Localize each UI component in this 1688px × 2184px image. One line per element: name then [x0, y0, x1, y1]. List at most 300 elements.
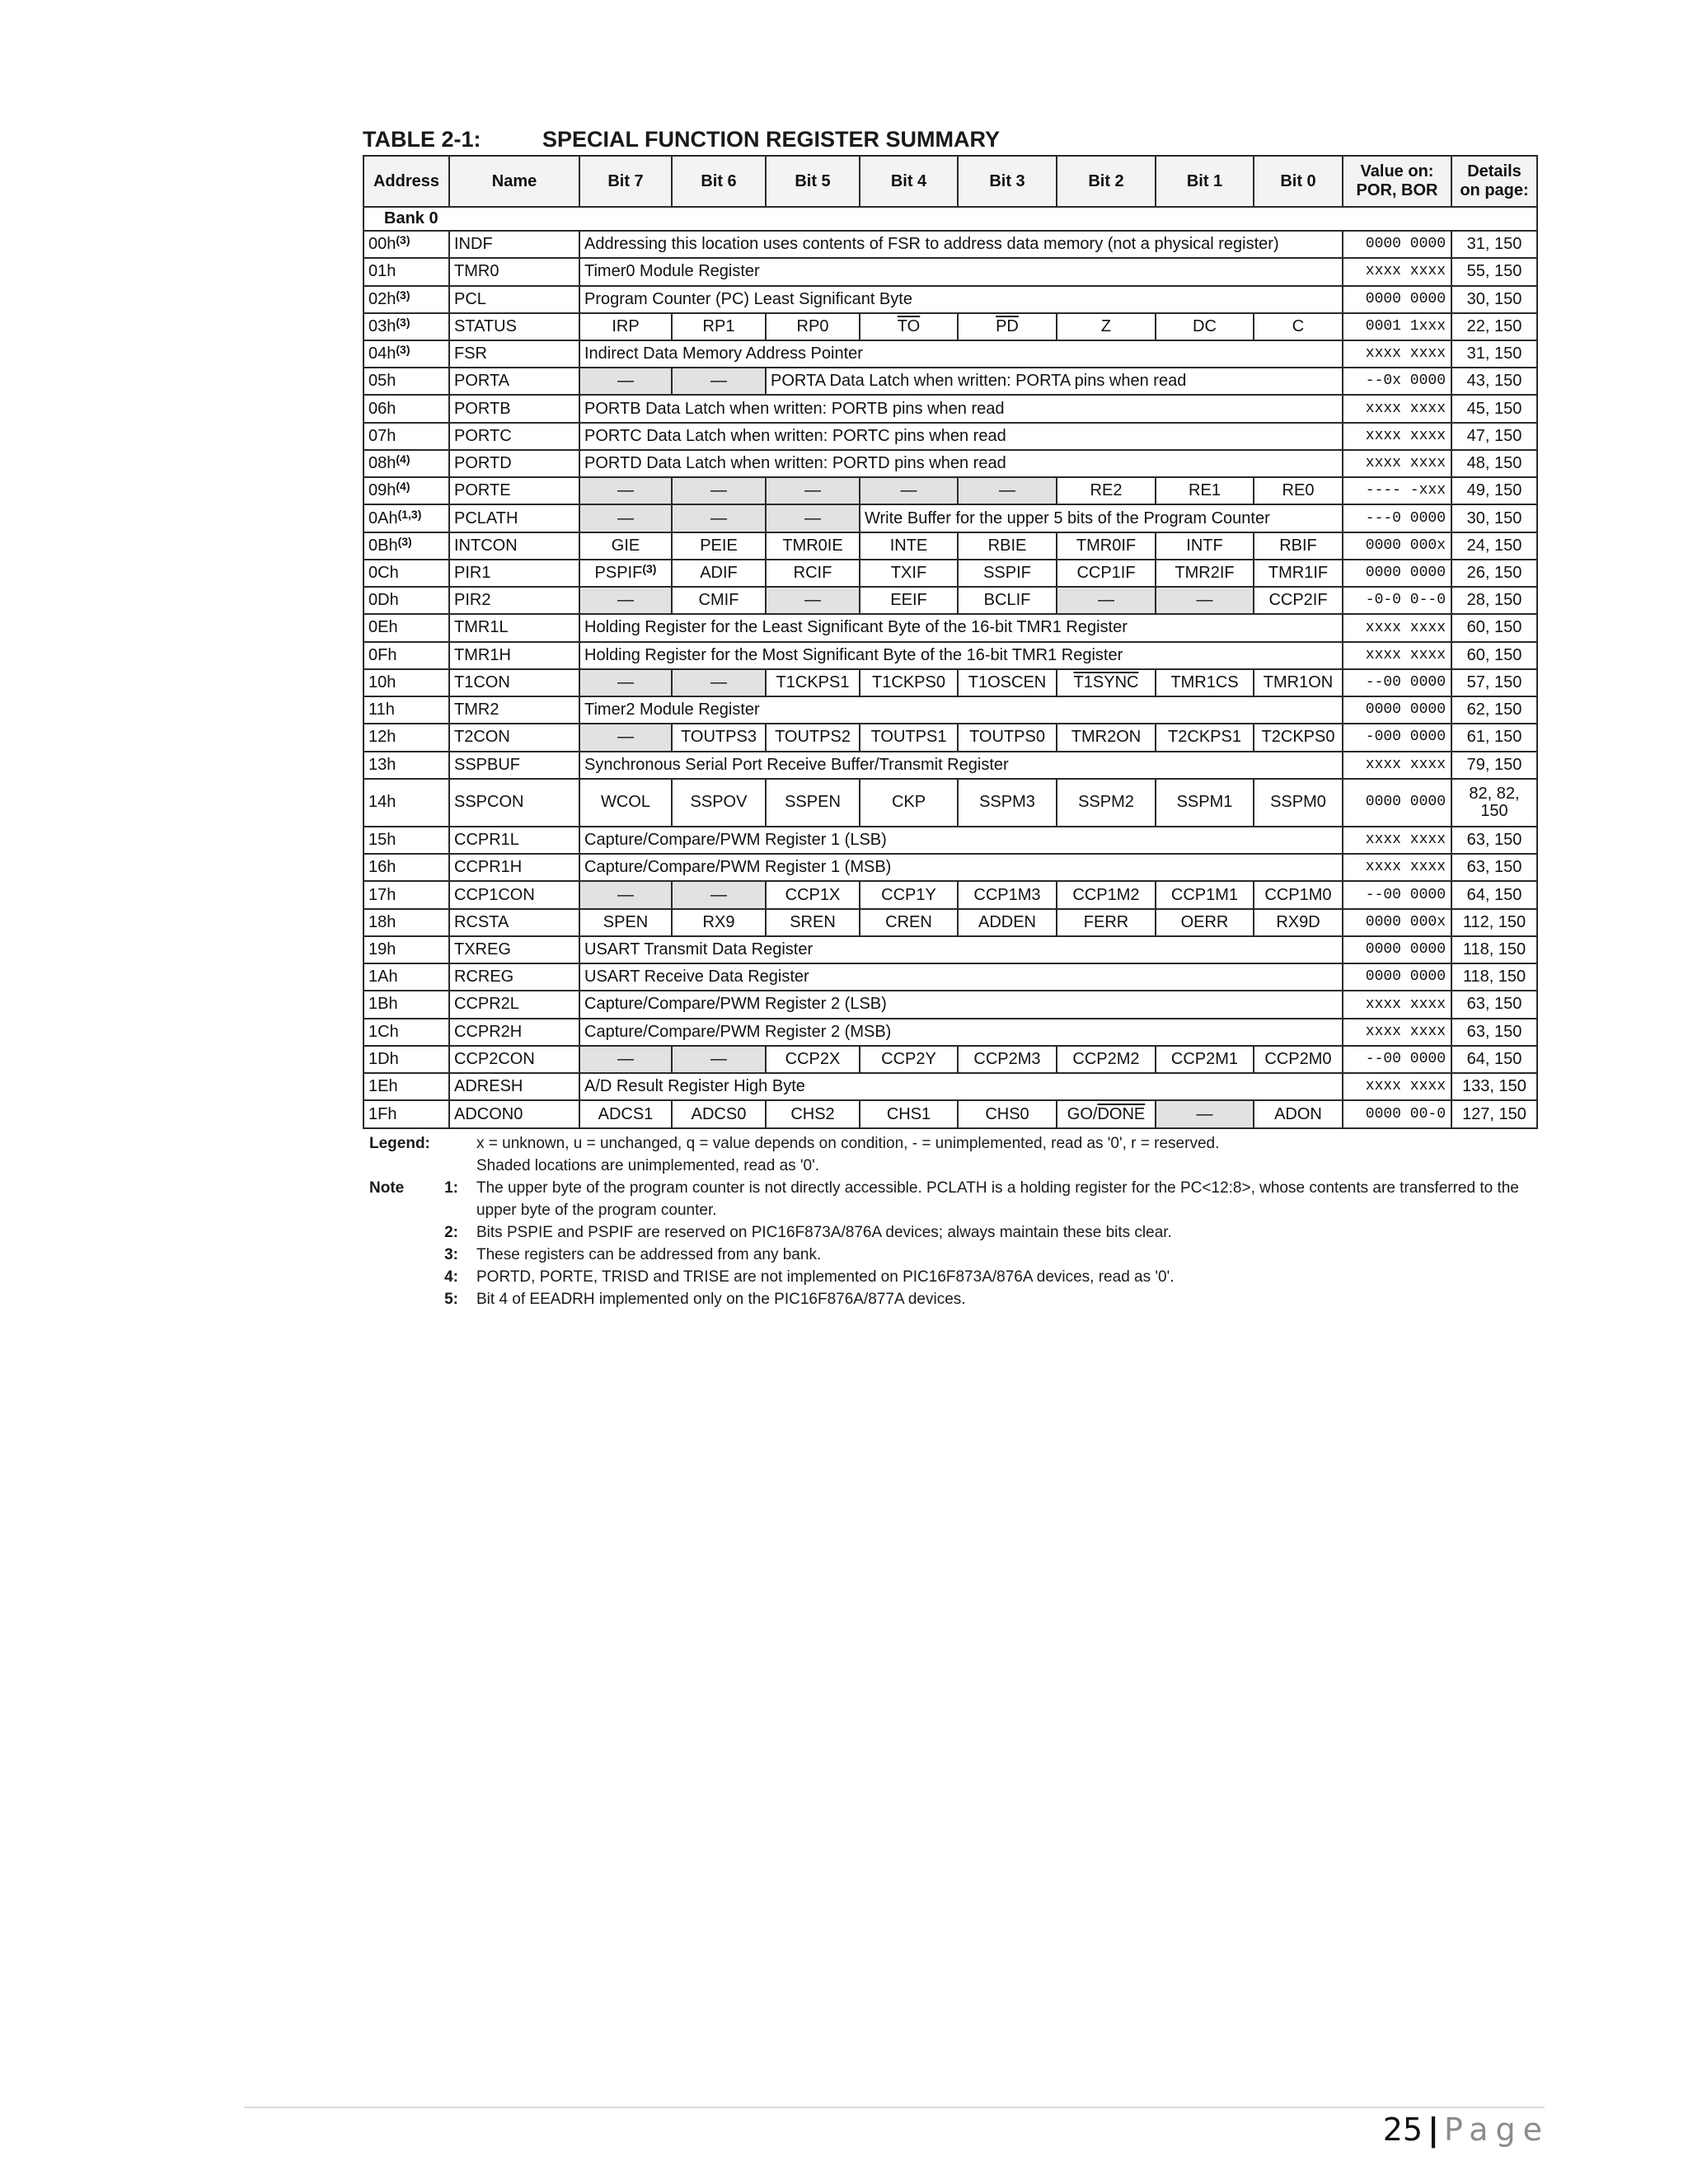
details-page: 63, 150 [1451, 854, 1537, 881]
address-text: 19h [368, 940, 396, 958]
note-number: 5: [444, 1291, 458, 1308]
address-text: 1Fh [368, 1104, 397, 1123]
bit-label: T1CKPS0 [872, 673, 945, 691]
register-address [363, 909, 449, 936]
bit-label: Z [1100, 316, 1112, 335]
register-name: T2CON [449, 724, 579, 751]
address-text: 1Bh [368, 995, 398, 1014]
bit-cell [766, 313, 860, 340]
address-text: 1Ah [368, 968, 398, 987]
bit-label: OERR [1180, 912, 1229, 931]
bit-cell [860, 779, 958, 827]
header-address: Address [363, 156, 449, 207]
bit-cell [766, 669, 860, 696]
register-row [363, 881, 1537, 908]
register-row [363, 827, 1537, 854]
table-notes [369, 1132, 1533, 1310]
reset-value: 0000 0000 [1343, 963, 1451, 991]
register-name: PORTB [449, 395, 579, 422]
bit-cell [1254, 587, 1343, 614]
register-name: TMR2 [449, 696, 579, 724]
bit-label: $\overline{TO}$ [897, 316, 921, 335]
bit-cell [579, 504, 672, 532]
details-page: 48, 150 [1451, 450, 1537, 477]
header-value [1343, 156, 1451, 207]
table-body [363, 207, 1537, 1128]
bit-cell [860, 669, 958, 696]
bit-label: SSPM1 [1176, 793, 1233, 812]
details-page: 57, 150 [1451, 669, 1537, 696]
note-item [369, 1266, 1533, 1288]
register-name: TMR1L [449, 614, 579, 641]
register-name: ADCON0 [449, 1100, 579, 1128]
bit-label: — [617, 1049, 634, 1068]
register-description: PORTB Data Latch when written: PORTB pins when read [579, 395, 1343, 422]
register-address [363, 340, 449, 368]
reset-value: 0000 0000 [1343, 779, 1451, 827]
page-label: Page [1444, 2111, 1550, 2148]
note-item [369, 1221, 1533, 1244]
register-description: Addressing this location uses contents of FSR to address data memory (not a physical register) [579, 231, 1343, 258]
address-text: 13h [368, 755, 396, 774]
bit-label: RE1 [1189, 481, 1221, 500]
register-name: CCPR2H [449, 1019, 579, 1046]
bit-label: T2CKPS0 [1261, 728, 1335, 747]
address-text: 00h [368, 235, 396, 254]
bank-label: Bank 0 [363, 207, 1537, 231]
bit-cell [766, 1100, 860, 1128]
bit-label: T2CKPS1 [1168, 728, 1241, 747]
reset-value: xxxx xxxx [1343, 340, 1451, 368]
bit-label: PEIE [700, 536, 738, 555]
bit-label: EEIF [890, 591, 927, 610]
bit-label-part: DONE [1097, 1104, 1146, 1123]
header-details [1451, 156, 1537, 207]
bit-label: TMR1IF [1268, 564, 1329, 582]
register-address [363, 779, 449, 827]
bit-cell [860, 1100, 958, 1128]
bit-label: CCP2M0 [1264, 1049, 1332, 1068]
register-name: SSPCON [449, 779, 579, 827]
bit-cell [860, 881, 958, 908]
reset-value: xxxx xxxx [1343, 1019, 1451, 1046]
register-name: CCP2CON [449, 1046, 579, 1073]
bit-cell [579, 560, 672, 587]
register-name: CCP1CON [449, 881, 579, 908]
details-page: 63, 150 [1451, 1019, 1537, 1046]
bit-cell [672, 1100, 766, 1128]
register-address [363, 724, 449, 751]
bit-cell [672, 560, 766, 587]
address-text: 09h [368, 481, 396, 500]
note-text: Bits PSPIE and PSPIF are reserved on PIC16F873A/876A devices; always maintain these bits clear. [476, 1224, 1172, 1241]
reset-value: 0000 0000 [1343, 696, 1451, 724]
register-row [363, 477, 1537, 504]
bit-cell [672, 779, 766, 827]
reset-value: -000 0000 [1343, 724, 1451, 751]
bit-cell [958, 313, 1057, 340]
bit-label: TMR2IF [1175, 564, 1235, 582]
bit-label: RBIF [1279, 536, 1317, 555]
header-value-line1: Value on: [1360, 162, 1434, 180]
legend-text-1: x = unknown, u = unchanged, q = value depends on condition, - = unimplemented, read as '0', r = reserved. [476, 1135, 1220, 1152]
reset-value: xxxx xxxx [1343, 752, 1451, 779]
bit-cell [766, 560, 860, 587]
register-description: PORTC Data Latch when written: PORTC pins when read [579, 423, 1343, 450]
bank-row [363, 207, 1537, 231]
register-row [363, 669, 1537, 696]
bit-cell [1254, 909, 1343, 936]
register-name: CCPR1H [449, 854, 579, 881]
bit-label: FERR [1083, 912, 1129, 931]
register-address [363, 395, 449, 422]
address-text: 03h [368, 316, 396, 335]
bit-label: SPEN [603, 912, 649, 931]
bit-label: SSPM0 [1270, 793, 1326, 812]
bit-label: TOUTPS2 [775, 728, 851, 747]
bit-cell [958, 532, 1057, 560]
bit-label: — [710, 1049, 727, 1068]
address-text: 05h [368, 372, 396, 391]
legend-line-1 [369, 1132, 1533, 1155]
details-page: 30, 150 [1451, 286, 1537, 313]
register-address [363, 450, 449, 477]
details-page: 60, 150 [1451, 642, 1537, 669]
bit-cell [1156, 477, 1254, 504]
bit-cell [1254, 669, 1343, 696]
details-page: 82, 82, 150 [1451, 779, 1537, 827]
bit-cell [672, 477, 766, 504]
bit-label: TOUTPS1 [870, 728, 947, 747]
details-page: 22, 150 [1451, 313, 1537, 340]
note-number: 2: [444, 1224, 458, 1241]
register-address [363, 286, 449, 313]
bit-cell [1057, 881, 1156, 908]
register-row [363, 340, 1537, 368]
reset-value: xxxx xxxx [1343, 854, 1451, 881]
register-description: USART Receive Data Register [579, 963, 1343, 991]
bit-label: CCP2IF [1268, 591, 1328, 610]
bit-cell [672, 909, 766, 936]
details-page: 26, 150 [1451, 560, 1537, 587]
bit-cell [1254, 881, 1343, 908]
bit-label: CCP1X [785, 885, 841, 904]
register-description: Capture/Compare/PWM Register 1 (LSB) [579, 827, 1343, 854]
address-footnote: (3) [396, 343, 410, 357]
bit-cell [579, 669, 672, 696]
bit-cell [1254, 477, 1343, 504]
register-row [363, 504, 1537, 532]
bit-label: CCP2M3 [973, 1049, 1041, 1068]
note-label: Note [369, 1179, 405, 1197]
bit-cell [958, 724, 1057, 751]
bit-label: CCP1M1 [1170, 885, 1239, 904]
register-address [363, 614, 449, 641]
bit-label: — [617, 372, 634, 391]
bit-cell [672, 881, 766, 908]
bit-label: RX9D [1276, 912, 1320, 931]
bit-cell [1057, 1100, 1156, 1128]
address-footnote: (3) [396, 233, 410, 247]
bit-cell [860, 477, 958, 504]
bit-cell [1254, 779, 1343, 827]
reset-value: xxxx xxxx [1343, 642, 1451, 669]
register-address [363, 423, 449, 450]
address-text: 16h [368, 858, 396, 877]
register-address [363, 313, 449, 340]
bit-label: — [710, 885, 727, 904]
register-description: Timer0 Module Register [579, 258, 1343, 285]
register-description: Timer2 Module Register [579, 696, 1343, 724]
bit-label: CCP1M3 [973, 885, 1041, 904]
address-text: 11h [368, 701, 395, 719]
details-page: 62, 150 [1451, 696, 1537, 724]
bit-cell [860, 909, 958, 936]
bit-cell [1057, 560, 1156, 587]
bit-label: CHS0 [985, 1104, 1029, 1123]
bit-label: SSPOV [690, 793, 748, 812]
bit-label: IRP [612, 316, 640, 335]
bit-cell [958, 560, 1057, 587]
legend-text-2: Shaded locations are unimplemented, read as '0'. [476, 1157, 820, 1174]
bit-cell [1156, 1046, 1254, 1073]
bit-cell [860, 560, 958, 587]
bit-cell [1254, 560, 1343, 587]
bit-label: CKP [891, 793, 926, 812]
reset-value: 0000 0000 [1343, 560, 1451, 587]
bit-cell [1057, 724, 1156, 751]
register-address [363, 1100, 449, 1128]
register-description: PORTD Data Latch when written: PORTD pins when read [579, 450, 1343, 477]
details-page: 112, 150 [1451, 909, 1537, 936]
bit-label: RP1 [702, 316, 735, 335]
bit-label: RCIF [793, 564, 832, 582]
register-address [363, 1019, 449, 1046]
register-row [363, 724, 1537, 751]
bit-cell [579, 1046, 672, 1073]
header-bit3: Bit 3 [958, 156, 1057, 207]
register-name: PCLATH [449, 504, 579, 532]
register-description: Indirect Data Memory Address Pointer [579, 340, 1343, 368]
page-number: 25 [1382, 2111, 1423, 2148]
bit-label: PSPIF [594, 564, 643, 582]
reset-value: --00 0000 [1343, 669, 1451, 696]
address-footnote: (3) [397, 534, 412, 548]
details-page: 24, 150 [1451, 532, 1537, 560]
bit-cell [958, 909, 1057, 936]
register-name: SSPBUF [449, 752, 579, 779]
bit-cell [860, 587, 958, 614]
header-bit0: Bit 0 [1254, 156, 1343, 207]
bit-cell [1254, 313, 1343, 340]
bit-label: — [710, 372, 727, 391]
bit-cell [672, 1046, 766, 1073]
bit-label: — [1098, 591, 1114, 610]
register-description: Holding Register for the Most Significant Byte of the 16-bit TMR1 Register [579, 642, 1343, 669]
register-name: PORTD [449, 450, 579, 477]
bit-cell [1156, 724, 1254, 751]
bit-label: ADDEN [978, 912, 1036, 931]
bit-cell [579, 1100, 672, 1128]
bit-label: TMR1ON [1263, 673, 1334, 691]
address-text: 18h [368, 912, 396, 931]
reset-value: --0x 0000 [1343, 368, 1451, 395]
bit-label: DC [1193, 316, 1217, 335]
bit-cell [958, 587, 1057, 614]
header-bit2: Bit 2 [1057, 156, 1156, 207]
bit-label: CCP2Y [881, 1049, 936, 1068]
bit-cell [1057, 477, 1156, 504]
details-page: 127, 150 [1451, 1100, 1537, 1128]
register-description: Capture/Compare/PWM Register 2 (LSB) [579, 991, 1343, 1018]
register-address [363, 477, 449, 504]
bit-cell [1156, 909, 1254, 936]
bit-cell [766, 909, 860, 936]
bit-cell [672, 724, 766, 751]
note-number: 1: [444, 1179, 458, 1197]
bit-label: RE0 [1282, 481, 1315, 500]
address-text: 0Dh [368, 591, 399, 610]
reset-value: xxxx xxxx [1343, 991, 1451, 1018]
register-row [363, 614, 1537, 641]
bit-label-part: GO/ [1067, 1104, 1098, 1123]
note-item [369, 1244, 1533, 1266]
bit-label: CCP2X [785, 1049, 841, 1068]
bit-label: ADCS0 [691, 1104, 747, 1123]
header-bit4: Bit 4 [860, 156, 958, 207]
bit-cell [766, 724, 860, 751]
bit-label: ADCS1 [598, 1104, 654, 1123]
register-description: USART Transmit Data Register [579, 936, 1343, 963]
reset-value: xxxx xxxx [1343, 395, 1451, 422]
bit-label: TMR0IF [1076, 536, 1137, 555]
bit-cell [766, 504, 860, 532]
bit-label: T1OSCEN [968, 673, 1047, 691]
register-address [363, 936, 449, 963]
bit-cell [1057, 779, 1156, 827]
register-name: TXREG [449, 936, 579, 963]
reset-value: 0000 000x [1343, 532, 1451, 560]
bit-cell [1156, 881, 1254, 908]
register-row [363, 779, 1537, 827]
details-page: 43, 150 [1451, 368, 1537, 395]
address-text: 0Fh [368, 645, 397, 664]
register-row [363, 313, 1537, 340]
bit-cell [1156, 313, 1254, 340]
register-row [363, 696, 1537, 724]
register-name: PORTE [449, 477, 579, 504]
reset-value: ---- -xxx [1343, 477, 1451, 504]
register-description: Capture/Compare/PWM Register 1 (MSB) [579, 854, 1343, 881]
bit-label: CCP2M2 [1072, 1049, 1140, 1068]
header-bit7: Bit 7 [579, 156, 672, 207]
bit-label: CCP1M0 [1264, 885, 1332, 904]
bit-cell [672, 504, 766, 532]
register-row [363, 936, 1537, 963]
bit-label: CCP2M1 [1170, 1049, 1239, 1068]
bit-cell [672, 532, 766, 560]
address-text: 0Bh [368, 536, 398, 555]
bit-label: RBIE [987, 536, 1027, 555]
bit-cell [672, 313, 766, 340]
register-row [363, 1073, 1537, 1100]
bit-label: SSPIF [983, 564, 1031, 582]
details-page: 79, 150 [1451, 752, 1537, 779]
address-text: 06h [368, 399, 396, 418]
register-address [363, 587, 449, 614]
register-address [363, 752, 449, 779]
reset-value: ---0 0000 [1343, 504, 1451, 532]
register-address [363, 504, 449, 532]
bit-cell [958, 669, 1057, 696]
bit-label: CMIF [698, 591, 739, 610]
bit-cell [958, 1100, 1057, 1128]
register-name: PCL [449, 286, 579, 313]
bit-cell [1254, 724, 1343, 751]
bit-cell [579, 881, 672, 908]
register-row [363, 258, 1537, 285]
bit-cell [1156, 532, 1254, 560]
bit-cell [579, 779, 672, 827]
bit-cell [1156, 779, 1254, 827]
bit-label: ADIF [700, 564, 738, 582]
register-row [363, 963, 1537, 991]
bit-label: — [804, 481, 821, 500]
bit-cell [958, 477, 1057, 504]
address-text: 1Dh [368, 1049, 399, 1068]
register-address [363, 963, 449, 991]
bit-label: BCLIF [983, 591, 1031, 610]
reset-value: xxxx xxxx [1343, 1073, 1451, 1100]
bit-label: RE2 [1090, 481, 1123, 500]
note-text: The upper byte of the program counter is not directly accessible. PCLATH is a holding register for the PC<12:8>, whose contents are transferred to the upper byte of the program counter. [476, 1179, 1519, 1219]
register-row [363, 1100, 1537, 1128]
address-text: 1Eh [368, 1077, 398, 1096]
register-row [363, 752, 1537, 779]
address-text: 04h [368, 344, 396, 363]
bit-cell [766, 1046, 860, 1073]
bit-label: TMR1CS [1170, 673, 1239, 691]
address-footnote: (1,3) [397, 507, 422, 521]
register-description: A/D Result Register High Byte [579, 1073, 1343, 1100]
header-details-line1: Details [1467, 162, 1522, 180]
details-page: 49, 150 [1451, 477, 1537, 504]
bit-label: ADON [1274, 1104, 1322, 1123]
bit-cell [579, 313, 672, 340]
bit-cell [860, 1046, 958, 1073]
bit-label: — [617, 673, 634, 691]
register-name: CCPR2L [449, 991, 579, 1018]
note-item [369, 1288, 1533, 1310]
bit-cell [1057, 909, 1156, 936]
bit-label: CHS2 [790, 1104, 835, 1123]
bit-label: — [617, 728, 634, 747]
bit-label: RP0 [796, 316, 829, 335]
reset-value: 0000 00-0 [1343, 1100, 1451, 1128]
bit-cell [672, 368, 766, 395]
register-row [363, 395, 1537, 422]
bit-cell [766, 587, 860, 614]
reset-value: xxxx xxxx [1343, 614, 1451, 641]
bit-cell [860, 313, 958, 340]
register-row [363, 909, 1537, 936]
bit-cell [1254, 1100, 1343, 1128]
address-text: 15h [368, 831, 396, 850]
footer-divider [244, 2107, 1545, 2108]
bit-label: T1SYNC [1073, 673, 1139, 691]
register-description: PORTA Data Latch when written: PORTA pins when read [766, 368, 1343, 395]
address-footnote: (4) [396, 452, 410, 466]
